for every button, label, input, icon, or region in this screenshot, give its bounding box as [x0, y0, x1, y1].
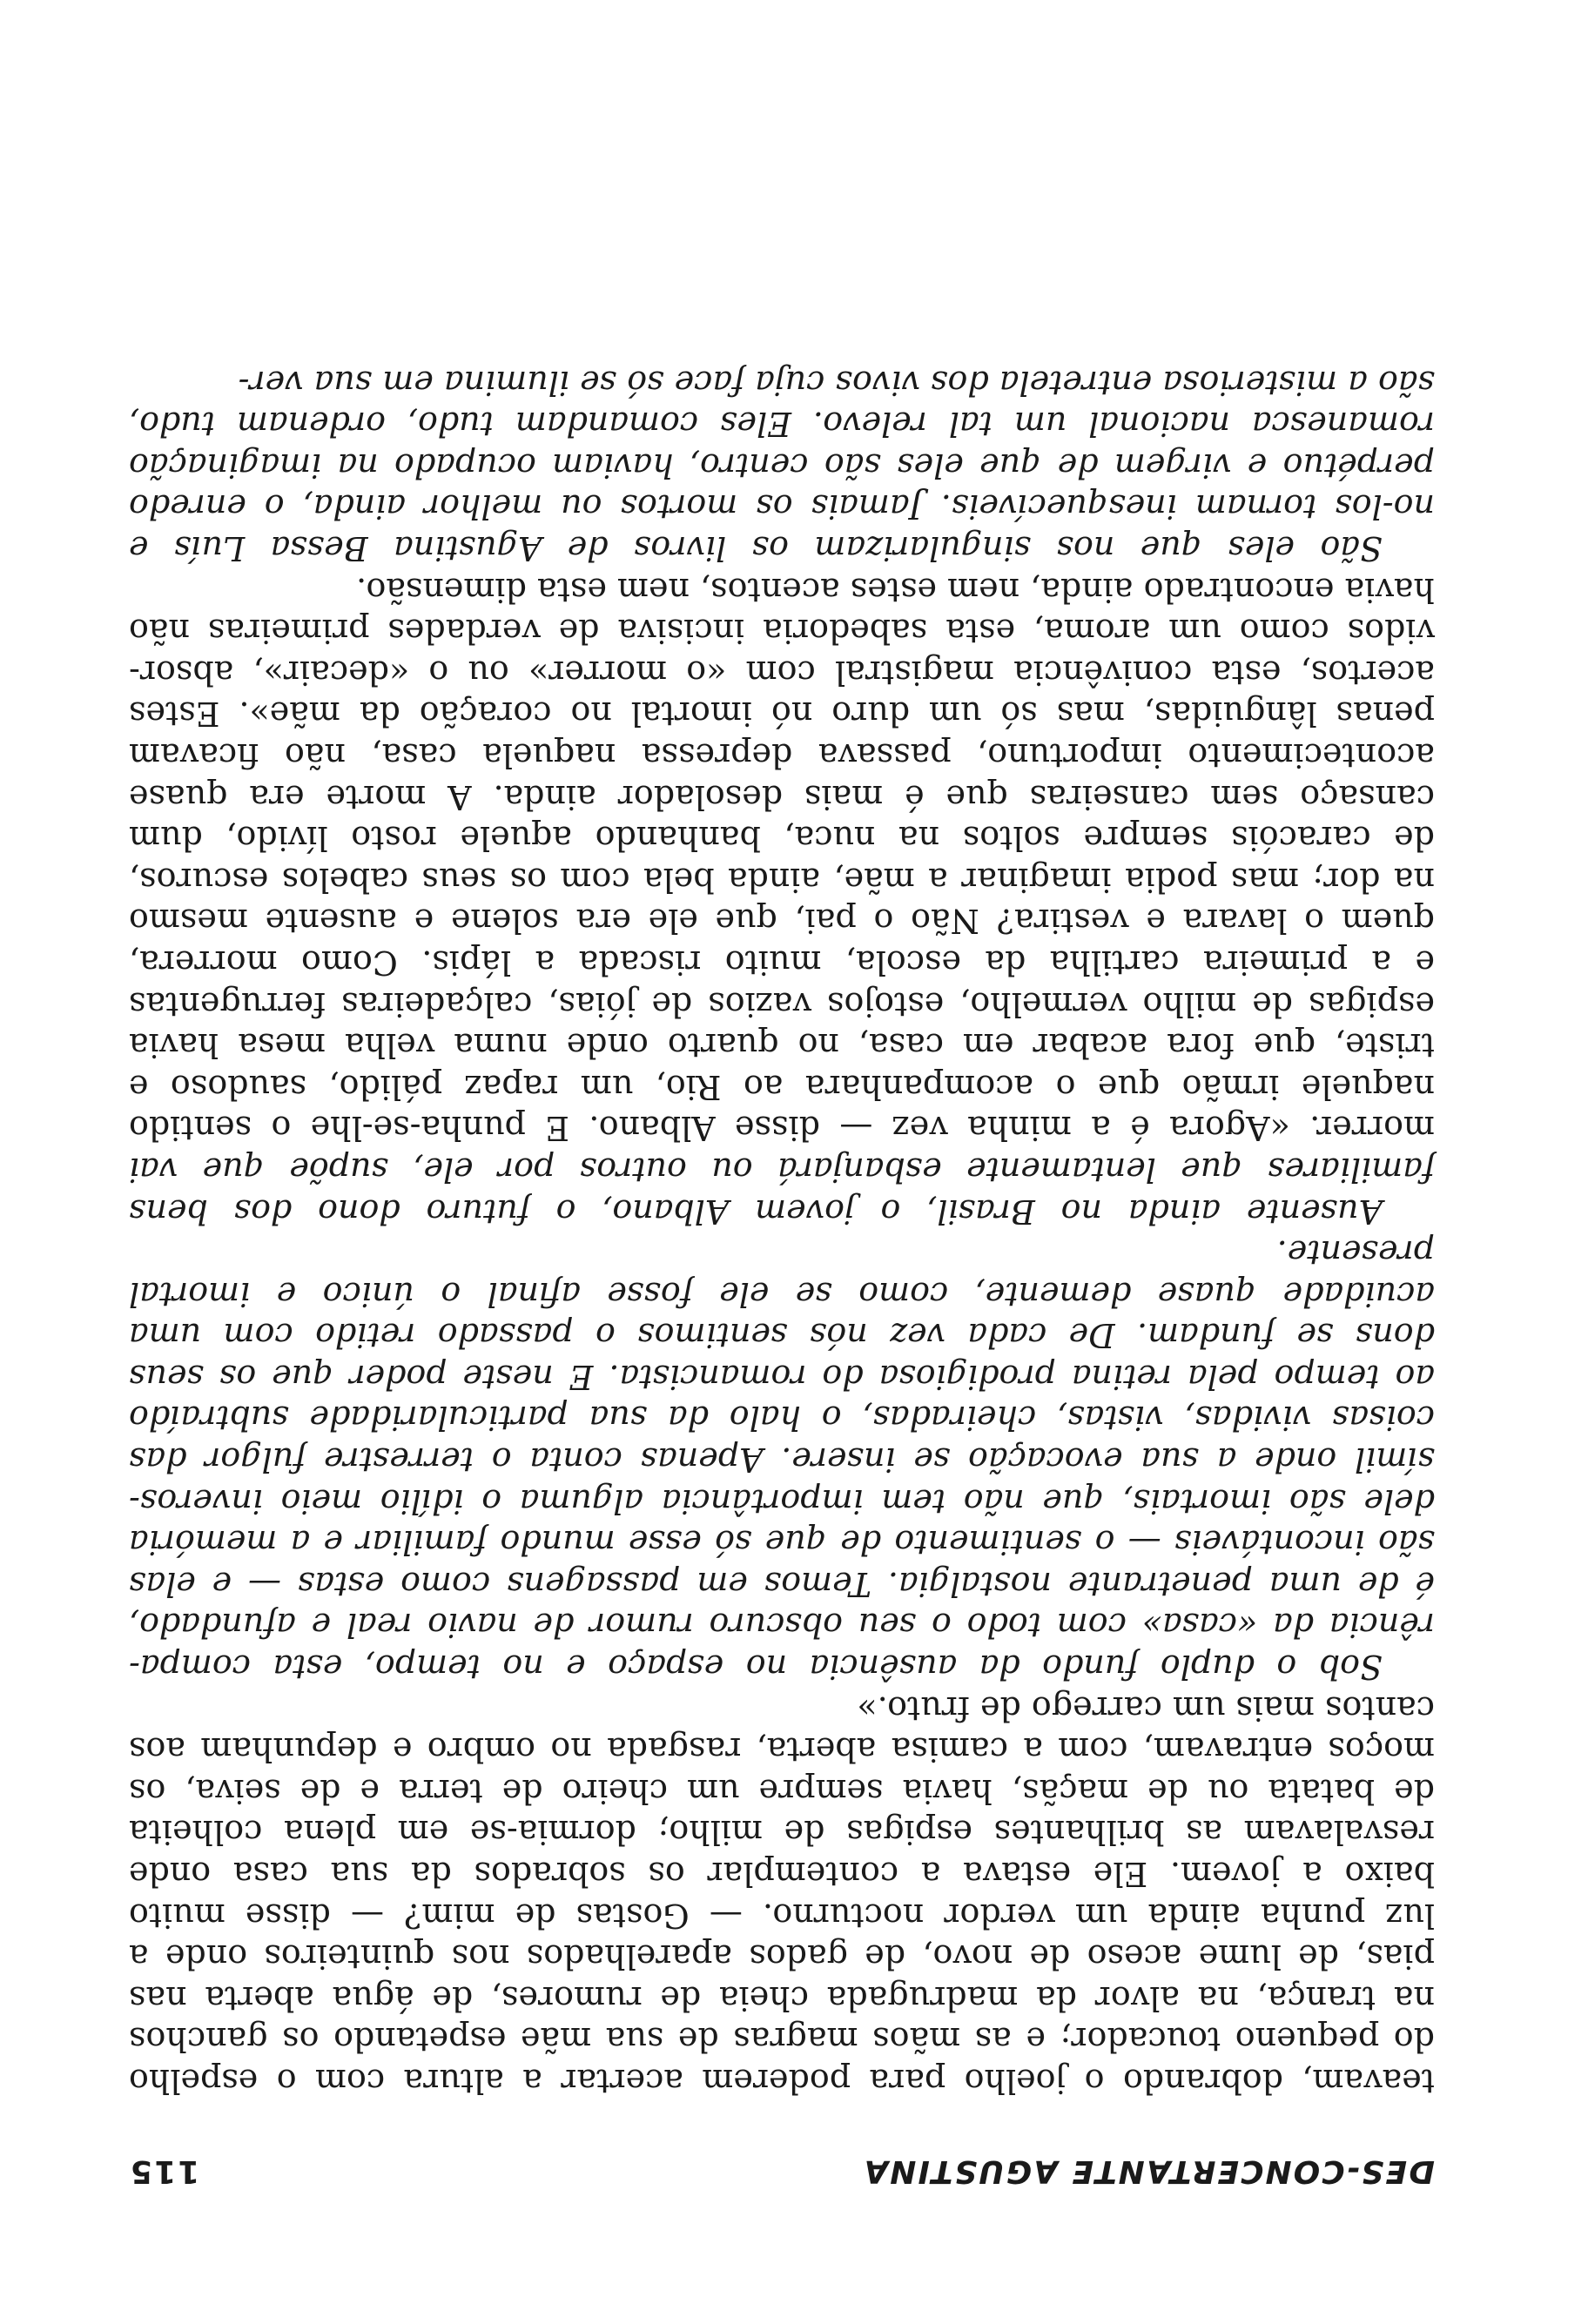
- text-line: Ausente ainda no Brasil, o jovem Albano, o futuro dono dos bens: [129, 1192, 1383, 1231]
- text-line: na dor; mas podia imaginar a mãe, ainda bela com os seus cabelos escuros,: [129, 860, 1435, 899]
- text-line: morrer. «Agora é a minha vez — disse Albano. E punha-se-lhe o sentido: [129, 1109, 1435, 1148]
- text-line: espigas de milho vermelho, estojos vazios de jóias, calçadeiras ferrugentas: [129, 984, 1435, 1024]
- text-line: pias, de lume aceso de novo, de gados aparelhados nos quinteiros onde a: [129, 1938, 1435, 1977]
- text-line: naquele irmão que o acompanhara ao Rio, um rapaz pálido, saudoso e: [129, 1067, 1435, 1106]
- text-line: havia encontrado ainda, nem estes acentos, nem esta dimensão.: [356, 570, 1435, 609]
- running-title: DES-CONCERTANTE AGUSTINA: [862, 2153, 1435, 2189]
- text-line: dons se fundam. De cada vez nós sentimos o passado retido com uma: [129, 1316, 1435, 1355]
- text-line: acertos, esta conivência magistral com «o morrer» ou o «decair», absor-: [129, 653, 1435, 692]
- text-line: quem o lavara e vestira? Não o pai, que ele era solene e ausente mesmo: [129, 902, 1435, 941]
- text-line: acuidade quase demente, como se ele fosse afinal o único e imortal: [129, 1274, 1435, 1313]
- text-line: coisas vividas, vistas, cheiradas, o halo da sua particularidade subtraído: [129, 1399, 1435, 1438]
- paragraph: [129, 1232, 1435, 1688]
- text-line: cantos mais um carrego de fruto.»: [857, 1689, 1435, 1728]
- text-line: cansaço sem canseiras que é mais desolador ainda. A morte era quase: [129, 777, 1435, 816]
- text-line: dele são imortais, que não tem importância alguma o idílio meio inveros-: [129, 1481, 1435, 1521]
- text-line: luz punha ainda um verdor nocturno. — Gostas de mim? — disse muito: [129, 1896, 1435, 1935]
- text-line: perpétuo e virgem de que eles são centro, haviam ocupado na imaginação: [129, 446, 1435, 485]
- text-line: penas lânguidas, mas só um duro nó imortal no coração da mãe». Estes: [129, 695, 1435, 734]
- text-line: resvalavam as brilhantes espigas de milho; dormia-se em plena colheita: [129, 1813, 1435, 1852]
- text-line: é de uma penetrante nostalgia. Temos em passagens como estas — e elas: [129, 1564, 1435, 1603]
- page-content: [129, 361, 1435, 2189]
- text-line: do pequeno toucador; e as mãos magras de sua mãe espetando os ganchos: [129, 2020, 1435, 2059]
- body-text: [129, 361, 1435, 2101]
- text-line: e a primeira cartilha da escola, muito riscada a lápis. Como morrera,: [129, 943, 1435, 982]
- text-line: símil onde a sua evocação se insere. Apenas conta o terrestre fulgor das: [129, 1441, 1435, 1480]
- page-number: 115: [129, 2153, 200, 2189]
- text-line: de caracóis sempre soltos na nuca, banhando aquele rosto lívido, dum: [129, 819, 1435, 858]
- paragraph: [129, 1687, 1435, 2101]
- text-line: moços entravam, com a camisa aberta, rasgada no ombro e depunham aos: [129, 1730, 1435, 1770]
- text-line: Sob o duplo fundo da ausência no espaço e no tempo, esta compa-: [129, 1648, 1383, 1687]
- text-line: presente.: [1276, 1233, 1435, 1273]
- text-line: ao tempo pela retina prodigiosa do romancista. E neste poder que os seus: [129, 1357, 1435, 1396]
- text-line: teavam, dobrando o joelho para poderem acertar a altura com o espelho: [129, 2062, 1435, 2100]
- running-header: [129, 2153, 1435, 2189]
- paragraph: [129, 568, 1435, 1232]
- text-line: acontecimento importuno, passava depressa naquela casa, não ficavam: [129, 736, 1435, 775]
- paragraph: [129, 361, 1435, 568]
- text-line: familiares que lentamente esbanjará ou outros por ele, supõe que vai: [129, 1150, 1435, 1189]
- text-line: de batata ou de maçãs, havia sempre um cheiro de terra e de seiva, os: [129, 1771, 1435, 1810]
- text-line: rência da «casa» com todo o seu obscuro rumor de navio real e afundado,: [129, 1606, 1435, 1645]
- text-line: vidos como um aroma, esta sabedoria incisiva de verdades primeiras não: [129, 612, 1435, 651]
- text-line: são a misteriosa entretela dos vivos cuja face só se ilumina em sua ver-: [238, 363, 1435, 402]
- text-line: baixo a jovem. Ele estava a contemplar os sobrados da sua casa onde: [129, 1855, 1435, 1894]
- text-line: romanesca nacional um tal relevo. Eles comandam tudo, ordenam tudo,: [129, 405, 1435, 444]
- text-line: são incontáveis — o sentimento de que só esse mundo familiar e a memória: [129, 1523, 1435, 1562]
- text-line: triste, que fora acabar em casa, no quarto onde numa velha mesa havia: [129, 1026, 1435, 1065]
- text-line: no-los tornam inesquecíveis. Jamais os mortos ou melhor ainda, o enredo: [129, 487, 1435, 527]
- text-line: na trança, na alvor da madrugada cheia de rumores, de água aberta nas: [129, 1978, 1435, 2018]
- text-line: São eles que nos singularizam os livros de Agustina Bessa Luís e: [129, 529, 1383, 568]
